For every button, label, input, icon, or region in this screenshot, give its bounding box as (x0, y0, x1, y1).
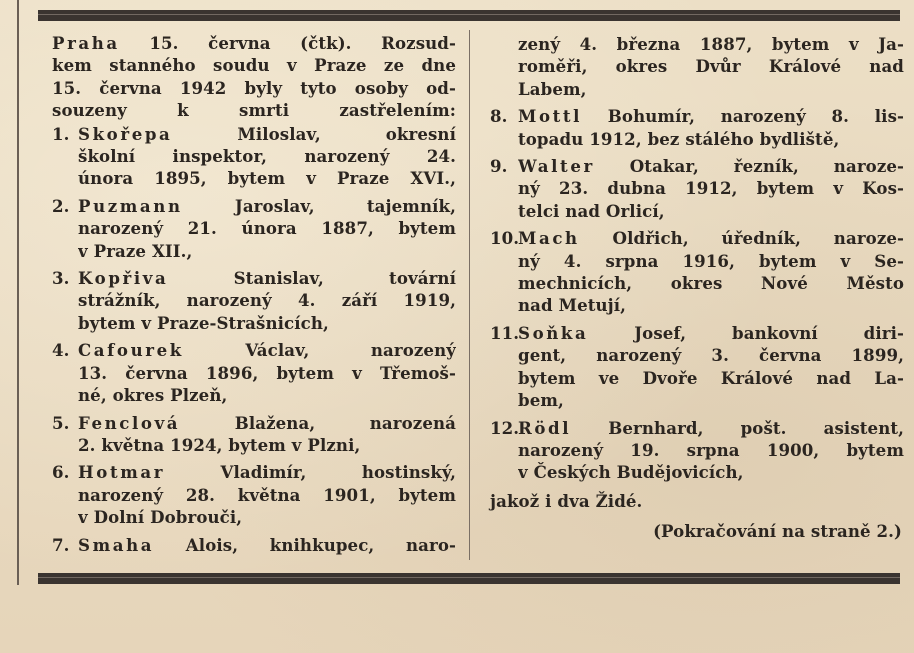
list-item: 11. Soňka Josef, bankovní diri- gent, narozený 3. června 1899, bytem ve Dvoře Králové nad La- bem, (490, 322, 904, 411)
list-item: 3. Kopřiva Stanislav, tovární strážník, narozený 4. září 1919, bytem v Praze-Strašnicích, (52, 268, 456, 333)
entry-number: 4. (52, 340, 70, 361)
list-item: 12. Rödl Bernhard, pošt. asistent, narozený 19. srpna 1900, bytem v Českých Budějovicích, (490, 417, 904, 483)
entry-number: 3. (52, 268, 70, 289)
list-item-continuation: zený 4. března 1887, bytem v Ja- roměři, okres Dvůr Králové nad Labem, (518, 34, 904, 99)
intro-line: kem stanného soudu v Praze ze dne (52, 55, 456, 76)
left-border-rule (17, 0, 19, 585)
list-item: 4. Cafourek Václav, narozený 13. června 1896, bytem v Třemoš- né, okres Plzeň, (52, 340, 456, 406)
entry-surname: Walter (518, 156, 595, 177)
list-item: 1. Skořepa Miloslav, okresní školní inspektor, narozený 24. února 1895, bytem v Praze XVI., (52, 123, 456, 189)
intro-paragraph (52, 32, 456, 122)
entry-number: 5. (52, 412, 70, 433)
entry-number: 2. (52, 195, 70, 216)
entry-number: 8. (490, 106, 508, 127)
top-rule (38, 10, 900, 21)
list-item: 10. Mach Oldřich, úředník, naroze- ný 4. srpna 1916, bytem v Se- mechnicích, okres Nové Město nad Metují, (490, 228, 904, 316)
entry-surname: Puzmann (78, 195, 183, 216)
list-item: 8. Mottl Bohumír, narozený 8. lis- topadu 1912, bez stálého bydliště, (490, 106, 904, 149)
list-item: 2. Puzmann Jaroslav, tajemník, narozený 21. února 1887, bytem v Praze XII., (52, 195, 456, 261)
entry-surname: Smaha (78, 534, 155, 555)
entry-surname: Hotmar (78, 462, 166, 483)
bottom-rule (38, 573, 900, 584)
closing-line: jakož i dva Židé. (490, 490, 643, 511)
entry-surname: Soňka (518, 322, 589, 343)
entry-surname: Kopřiva (78, 268, 169, 289)
continued-note: (Pokračování na straně 2.) (653, 521, 902, 542)
list-item: 9. Walter Otakar, řezník, naroze- ný 23. dubna 1912, bytem v Kos- telci nad Orlicí, (490, 156, 904, 221)
entry-surname: Rödl (518, 417, 572, 438)
column-divider (469, 30, 470, 560)
list-item: 7. Smaha Alois, knihkupec, naro- (52, 534, 456, 555)
entry-number: 1. (52, 123, 70, 144)
intro-line: 15. června 1942 byly tyto osoby od- (52, 77, 456, 98)
list-item: 6. Hotmar Vladimír, hostinský, narozený 28. května 1901, bytem v Dolní Dobrouči, (52, 462, 456, 528)
entry-surname: Mach (518, 228, 580, 249)
entry-surname: Skořepa (78, 123, 173, 144)
entry-number: 7. (52, 534, 70, 555)
entry-number: 10. (490, 228, 520, 249)
left-column (52, 32, 456, 556)
entry-number: 9. (490, 156, 508, 177)
entry-surname: Fenclová (78, 412, 181, 433)
place-name: Praha (52, 33, 120, 53)
entry-number: 6. (52, 462, 70, 483)
entry-number: 11. (490, 322, 520, 343)
entry-number: 12. (490, 417, 520, 438)
list-item: 5. Fenclová Blažena, narozená 2. května 1924, bytem v Plzni, (52, 412, 456, 455)
intro-line: Praha 15. června (čtk). Rozsud- (52, 33, 456, 53)
entry-surname: Cafourek (78, 340, 184, 361)
entry-surname: Mottl (518, 106, 583, 127)
intro-line: souzeny k smrti zastřelením: (52, 100, 456, 121)
right-column (490, 32, 904, 543)
